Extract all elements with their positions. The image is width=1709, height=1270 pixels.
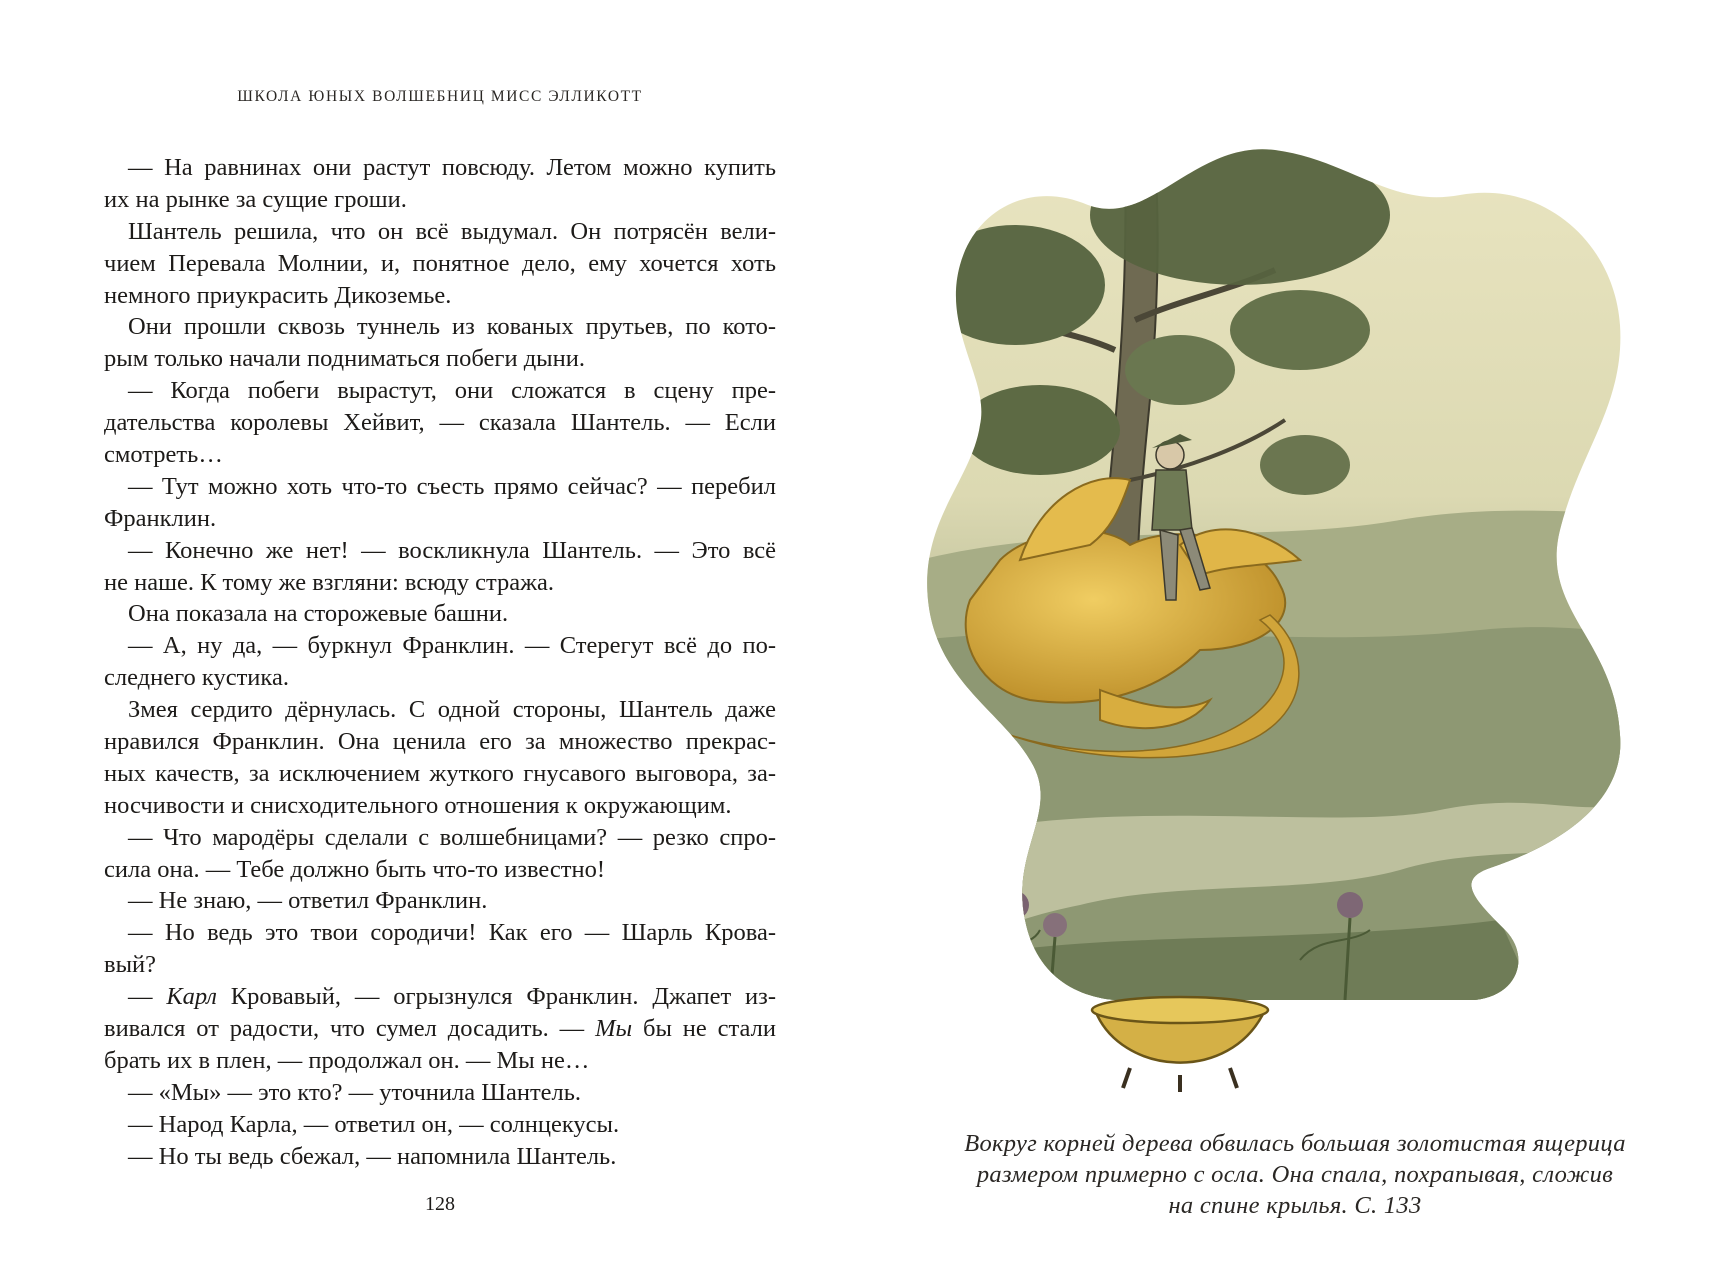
tree-foliage [1230,290,1370,370]
text-line: нравился Франклин. Она ценила его за множество прекрас- [104,728,776,756]
text-line: не наше. К тому же взгляни: всюду стража. [104,568,555,596]
right-page [880,0,1709,1270]
text-line: вый? [104,951,157,979]
caption-line: на спине крылья. С. 133 [1168,1192,1422,1219]
text-line: — Что мародёры сделали с волшебницами? — резко спро- [128,823,776,851]
tree-foliage [925,225,1105,345]
thistle-flower [1337,892,1363,918]
golden-bowl [1092,997,1268,1092]
page-number: 128 [425,1193,455,1215]
boy-body [1152,470,1192,530]
text-line: рым только начали подниматься побеги дыни. [104,345,585,373]
text-line: — Народ Карла, — ответил он, — солнцекусы. [128,1110,620,1138]
tree-foliage [1125,335,1235,405]
text-line: дательства королевы Хейвит, — сказала Шантель. — Если [104,409,776,437]
text-line: ных качеств, за исключением жуткого гнусавого выговора, за- [104,759,776,787]
text-line: немного приукрасить Дикоземье. [104,281,452,309]
text-line: Шантель решила, что он всё выдумал. Он потрясён вели- [128,217,776,245]
text-line: — Когда побеги вырастут, они сложатся в сцену пре- [128,377,776,405]
illustration-scene [880,0,1709,1100]
tree-foliage [1090,145,1390,285]
thistle-flower [1001,891,1029,919]
text-line: — Конечно же нет! — воскликнула Шантель. — Это всё [128,536,776,564]
text-line: их на рынке за сущие гроши. [104,185,407,213]
text-span: бы не стали [632,1015,776,1043]
text-line: — «Мы» — это кто? — уточнила Шантель. [128,1078,582,1106]
text-line [104,981,776,1013]
tree-foliage [960,385,1120,475]
text-line: — Не знаю, — ответил Франклин. [128,887,488,915]
text-line: Они прошли сквозь туннель из кованых прутьев, по кото- [128,313,776,341]
text-line: носчивости и снисходительного отношения к окружающим. [104,791,732,819]
italic-word: Карл [166,983,217,1011]
text-line: — Но ведь это твои сородичи! Как его — Шарль Крова- [128,919,776,947]
dragon-under-tree-illustration [880,0,1709,1100]
thistle-flower [1043,913,1067,937]
text-line: чием Перевала Молнии, и, понятное дело, ему хочется хоть [104,249,776,277]
text-line: — Тут можно хоть что-то съесть прямо сейчас? — перебил [128,472,776,500]
text-line: брать их в плен, — продолжал он. — Мы не… [104,1046,590,1074]
illustration-caption [930,1128,1660,1221]
text-line: — А, ну да, — буркнул Франклин. — Стерегут всё до по- [128,632,776,660]
caption-line: размером примерно с осла. Она спала, похрапывая, сложив [976,1161,1614,1188]
text-line: — Но ты ведь сбежал, — напомнила Шантель. [128,1142,617,1170]
text-line: сила она. — Тебе должно быть что-то известно! [104,855,606,883]
text-line [104,1013,776,1045]
text-span: вивался от радости, что сумел досадить. — [104,1015,596,1043]
caption-line: Вокруг корней дерева обвилась большая золотистая ящерица [964,1130,1626,1157]
text-line: Она показала на сторожевые башни. [128,600,509,628]
italic-word: Мы [595,1015,633,1043]
tree-foliage [1260,435,1350,495]
text-span: — [128,983,167,1011]
text-body [104,152,776,1173]
running-head: ШКОЛА ЮНЫХ ВОЛШЕБНИЦ МИСС ЭЛЛИКОТТ [237,88,643,105]
text-line: следнего кустика. [104,664,289,692]
text-line: Франклин. [104,504,217,532]
text-line: смотреть… [104,441,223,469]
text-span: Кровавый, — огрызнулся Франклин. Джапет из- [216,983,777,1011]
text-line: — На равнинах они растут повсюду. Летом можно купить [128,154,776,181]
text-line: Змея сердито дёрнулась. С одной стороны, Шантель даже [128,696,776,724]
